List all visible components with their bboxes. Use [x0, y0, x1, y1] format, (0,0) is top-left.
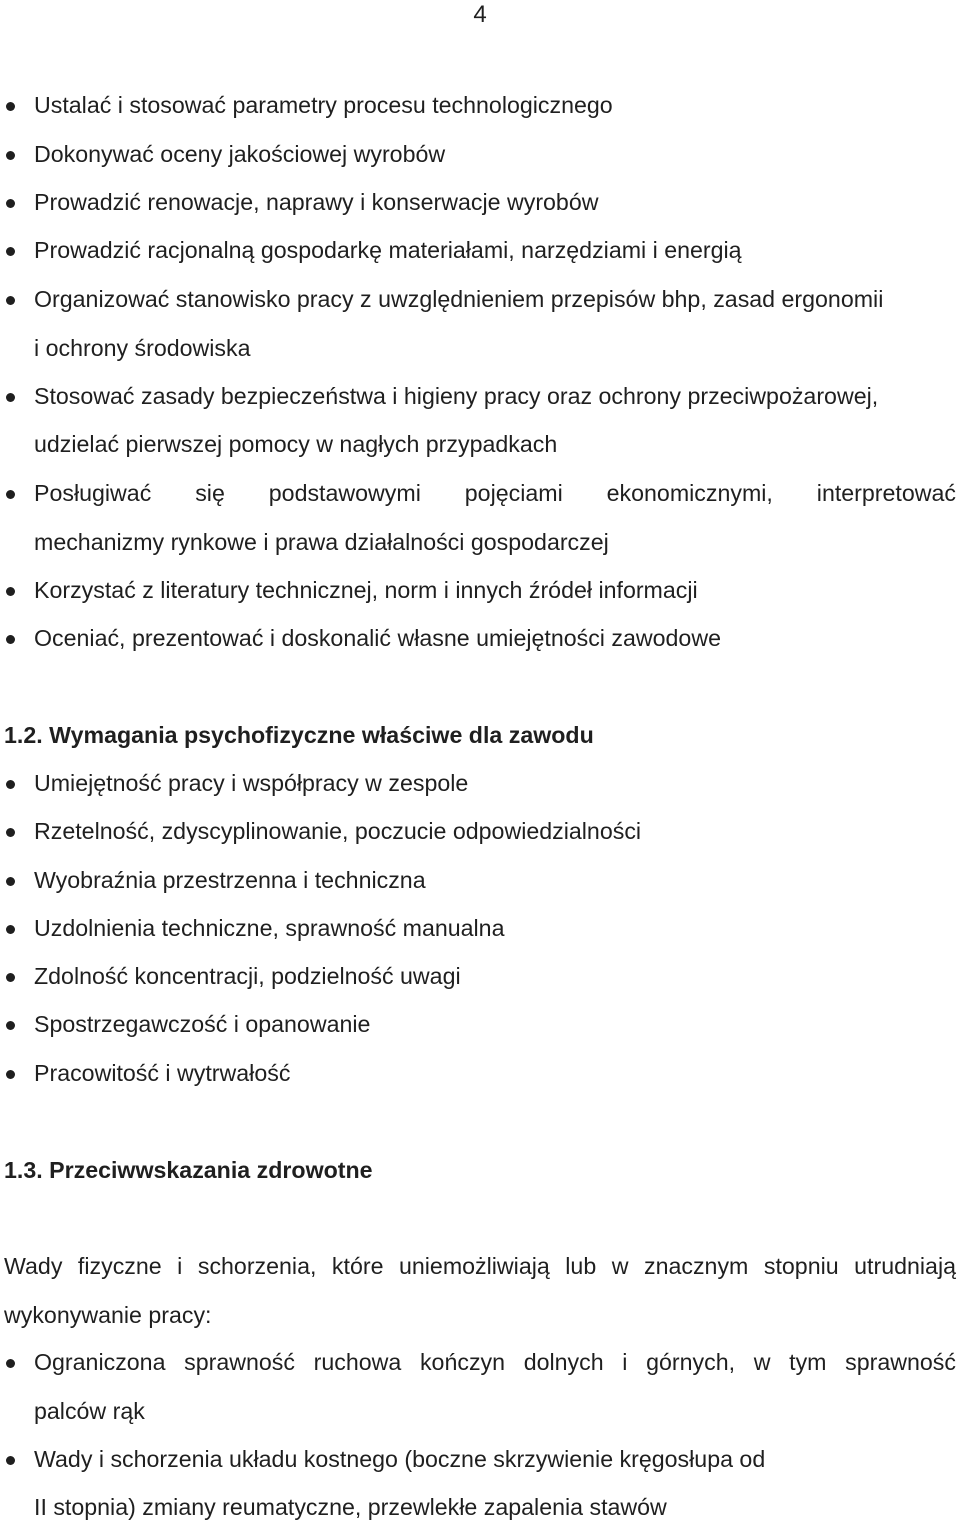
list-item [0, 1058, 960, 1106]
bullet-icon [6, 635, 15, 644]
list-item [0, 139, 960, 187]
paragraph-line: wykonywanie pracy: [4, 1302, 212, 1328]
list-item-text: Umiejętność pracy i współpracy w zespole [34, 770, 469, 796]
bullet-icon [6, 151, 15, 160]
list-item-text: Wady i schorzenia układu kostnego (boczne skrzywienie kręgosłupa od [34, 1446, 766, 1472]
bullet-icon [6, 925, 15, 934]
bullet-icon [6, 828, 15, 837]
list-item [0, 961, 960, 1009]
bullet-icon [6, 973, 15, 982]
bullet-icon [6, 296, 15, 305]
bullet-icon [6, 102, 15, 111]
list-item-text: Pracowitość i wytrwałość [34, 1060, 291, 1086]
section-heading: 1.2. Wymagania psychofizyczne właściwe dla zawodu [4, 722, 594, 748]
list-item [0, 187, 960, 235]
list-item [0, 913, 960, 961]
list-item [0, 284, 960, 361]
list-item-text: Zdolność koncentracji, podzielność uwagi [34, 963, 461, 989]
list-item-text: Ograniczona sprawność ruchowa kończyn dolnych i górnych, w tym sprawność [34, 1349, 956, 1375]
list-item [0, 235, 960, 283]
list-item-text: Rzetelność, zdyscyplinowanie, poczucie odpowiedzialności [34, 818, 642, 844]
bullet-icon [6, 1456, 15, 1465]
list-item-text-continued: palców rąk [34, 1398, 145, 1424]
bullet-icon [6, 587, 15, 596]
section-heading: 1.3. Przeciwwskazania zdrowotne [4, 1157, 373, 1183]
bullet-icon [6, 393, 15, 402]
list-item [0, 90, 960, 138]
list-item [0, 865, 960, 913]
bullet-icon [6, 1021, 15, 1030]
list-item-text: Uzdolnienia techniczne, sprawność manualna [34, 915, 505, 941]
list-item-text: Wyobraźnia przestrzenna i techniczna [34, 867, 426, 893]
bullet-icon [6, 490, 15, 499]
list-item-text-continued: udzielać pierwszej pomocy w nagłych przypadkach [34, 431, 558, 457]
bullet-icon [6, 877, 15, 886]
bullet-icon [6, 1359, 15, 1368]
list-item-text: Spostrzegawczość i opanowanie [34, 1011, 371, 1037]
bullet-icon [6, 780, 15, 789]
list-item-text: Dokonywać oceny jakościowej wyrobów [34, 141, 446, 167]
list-item-text: Stosować zasady bezpieczeństwa i higieny pracy oraz ochrony przeciwpożarowej, [34, 383, 879, 409]
list-item-text-continued: mechanizmy rynkowe i prawa działalności gospodarczej [34, 529, 609, 555]
list-item-text: Korzystać z literatury technicznej, norm i innych źródeł informacji [34, 577, 698, 603]
bullet-icon [6, 1070, 15, 1079]
list-item [0, 575, 960, 623]
list-item [0, 478, 960, 555]
list-item [0, 816, 960, 864]
list-item [0, 768, 960, 816]
page-number: 4 [473, 1, 487, 28]
list-item [0, 381, 960, 457]
bullet-icon [6, 199, 15, 208]
list-item-text: Ustalać i stosować parametry procesu technologicznego [34, 92, 613, 118]
list-item-text-continued: II stopnia) zmiany reumatyczne, przewlekłe zapalenia stawów [34, 1494, 667, 1520]
list-item [0, 623, 960, 671]
paragraph-line: Wady fizyczne i schorzenia, które uniemożliwiają lub w znacznym stopniu utrudniają [4, 1253, 956, 1279]
list-item-text: Prowadzić renowacje, naprawy i konserwacje wyrobów [34, 189, 599, 215]
list-item-text: Posługiwać się podstawowymi pojęciami ekonomicznymi, interpretować [34, 480, 956, 506]
list-item-text: Prowadzić racjonalną gospodarkę materiałami, narzędziami i energią [34, 237, 742, 263]
list-item [0, 1347, 960, 1424]
list-item-text-continued: i ochrony środowiska [34, 335, 251, 361]
bullet-icon [6, 247, 15, 256]
list-item-text: Oceniać, prezentować i doskonalić własne umiejętności zawodowe [34, 625, 721, 651]
list-item-text: Organizować stanowisko pracy z uwzględnieniem przepisów bhp, zasad ergonomii [34, 286, 884, 312]
list-item [0, 1009, 960, 1057]
list-item [0, 1444, 960, 1520]
